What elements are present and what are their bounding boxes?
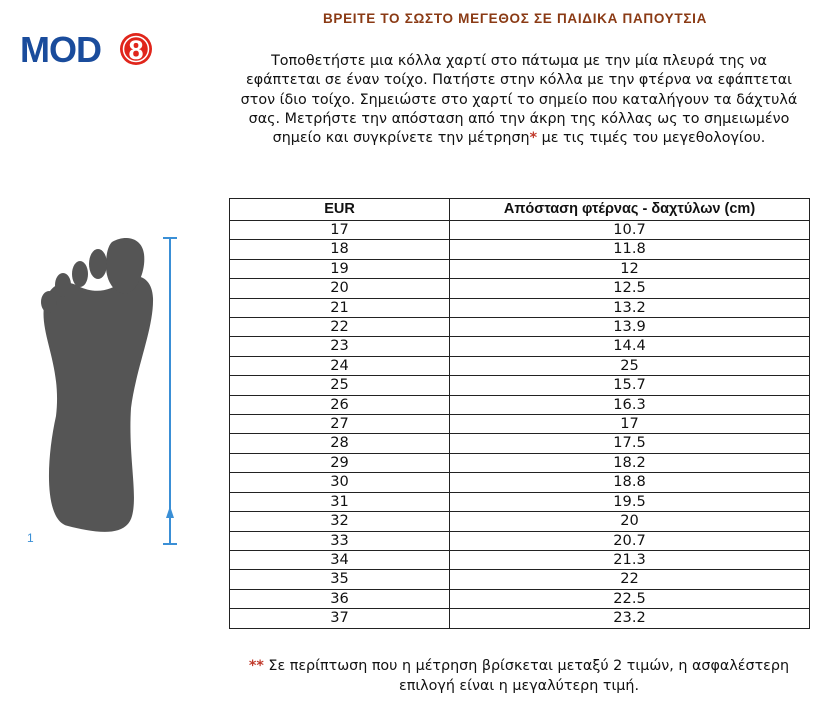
footnote (236, 656, 802, 696)
table-row (230, 395, 810, 414)
foot-illustration (36, 236, 186, 552)
measure-arrow (163, 238, 177, 544)
table-row (230, 473, 810, 492)
distance-cell: 22 (450, 570, 810, 589)
instructions-tail: με τις τιμές του μεγεθολογίου. (537, 130, 766, 147)
table-row (230, 221, 810, 240)
instructions-text: Τοποθετήστε μια κόλλα χαρτί στο πάτωμα με την μία πλευρά της να εφάπτεται σε έναν τοίχο. Πατήστε στην κόλλα με την φτέρνα να εφάπτεται στον ίδιο τοίχο. Σημειώστε στο χαρτί το σημείο που καταλήγουν τα δάχτυλά σας. Μετρήστε την απόσταση από την άκρη της κόλλας ως το σημειωμένο σημείο και συγκρίνετε την μέτρηση (240, 53, 798, 147)
eur-size-cell: 25 (230, 376, 450, 395)
table-row (230, 337, 810, 356)
table-row (230, 415, 810, 434)
table-row (230, 356, 810, 375)
distance-cell: 23.2 (450, 609, 810, 628)
mod8-logo (20, 28, 155, 70)
distance-cell: 25 (450, 356, 810, 375)
logo-badge-text: 8 (128, 35, 144, 65)
table-row (230, 318, 810, 337)
distance-cell: 11.8 (450, 240, 810, 259)
distance-cell: 10.7 (450, 221, 810, 240)
eur-size-cell: 35 (230, 570, 450, 589)
footnote-marker: ** (248, 658, 264, 674)
column-header-distance: Απόσταση φτέρνας - δαχτύλων (cm) (450, 199, 810, 221)
distance-cell: 22.5 (450, 589, 810, 608)
distance-cell: 13.9 (450, 318, 810, 337)
distance-cell: 21.3 (450, 550, 810, 569)
eur-size-cell: 17 (230, 221, 450, 240)
eur-size-cell: 31 (230, 492, 450, 511)
measure-label: 1 (27, 531, 34, 545)
logo-text: MOD (20, 29, 101, 70)
distance-cell: 16.3 (450, 395, 810, 414)
eur-size-cell: 33 (230, 531, 450, 550)
table-row (230, 492, 810, 511)
footnote-text: Σε περίπτωση που η μέτρηση βρίσκεται μεταξύ 2 τιμών, η ασφαλέστερη επιλογή είναι η μεγαλύτερη τιμή. (263, 658, 790, 694)
column-header-eur: EUR (230, 199, 450, 221)
distance-cell: 19.5 (450, 492, 810, 511)
eur-size-cell: 23 (230, 337, 450, 356)
page-title: ΒΡΕΙΤΕ ΤΟ ΣΩΣΤΟ ΜΕΓΕΘΟΣ ΣΕ ΠΑΙΔΙΚΑ ΠΑΠΟΥΤΣΙΑ (322, 11, 708, 26)
table-row (230, 240, 810, 259)
table-row (230, 376, 810, 395)
table-row (230, 453, 810, 472)
table-row (230, 259, 810, 278)
instructions-asterisk: * (529, 130, 538, 147)
table-row (230, 279, 810, 298)
eur-size-cell: 32 (230, 512, 450, 531)
table-row (230, 550, 810, 569)
eur-size-cell: 19 (230, 259, 450, 278)
eur-size-cell: 30 (230, 473, 450, 492)
distance-cell: 17 (450, 415, 810, 434)
distance-cell: 18.8 (450, 473, 810, 492)
distance-cell: 18.2 (450, 453, 810, 472)
table-row (230, 298, 810, 317)
distance-cell: 20 (450, 512, 810, 531)
table-header-row (230, 199, 810, 221)
distance-cell: 12.5 (450, 279, 810, 298)
eur-size-cell: 20 (230, 279, 450, 298)
distance-cell: 12 (450, 259, 810, 278)
table-row (230, 570, 810, 589)
distance-cell: 20.7 (450, 531, 810, 550)
eur-size-cell: 34 (230, 550, 450, 569)
size-chart-table (229, 198, 810, 629)
table-row (230, 589, 810, 608)
table-row (230, 434, 810, 453)
eur-size-cell: 24 (230, 356, 450, 375)
table-row (230, 531, 810, 550)
eur-size-cell: 18 (230, 240, 450, 259)
eur-size-cell: 37 (230, 609, 450, 628)
distance-cell: 13.2 (450, 298, 810, 317)
instructions (236, 52, 802, 148)
eur-size-cell: 29 (230, 453, 450, 472)
distance-cell: 15.7 (450, 376, 810, 395)
eur-size-cell: 36 (230, 589, 450, 608)
eur-size-cell: 22 (230, 318, 450, 337)
table-row (230, 609, 810, 628)
distance-cell: 17.5 (450, 434, 810, 453)
foot-icon (41, 238, 153, 532)
eur-size-cell: 21 (230, 298, 450, 317)
eur-size-cell: 28 (230, 434, 450, 453)
eur-size-cell: 26 (230, 395, 450, 414)
eur-size-cell: 27 (230, 415, 450, 434)
distance-cell: 14.4 (450, 337, 810, 356)
table-row (230, 512, 810, 531)
